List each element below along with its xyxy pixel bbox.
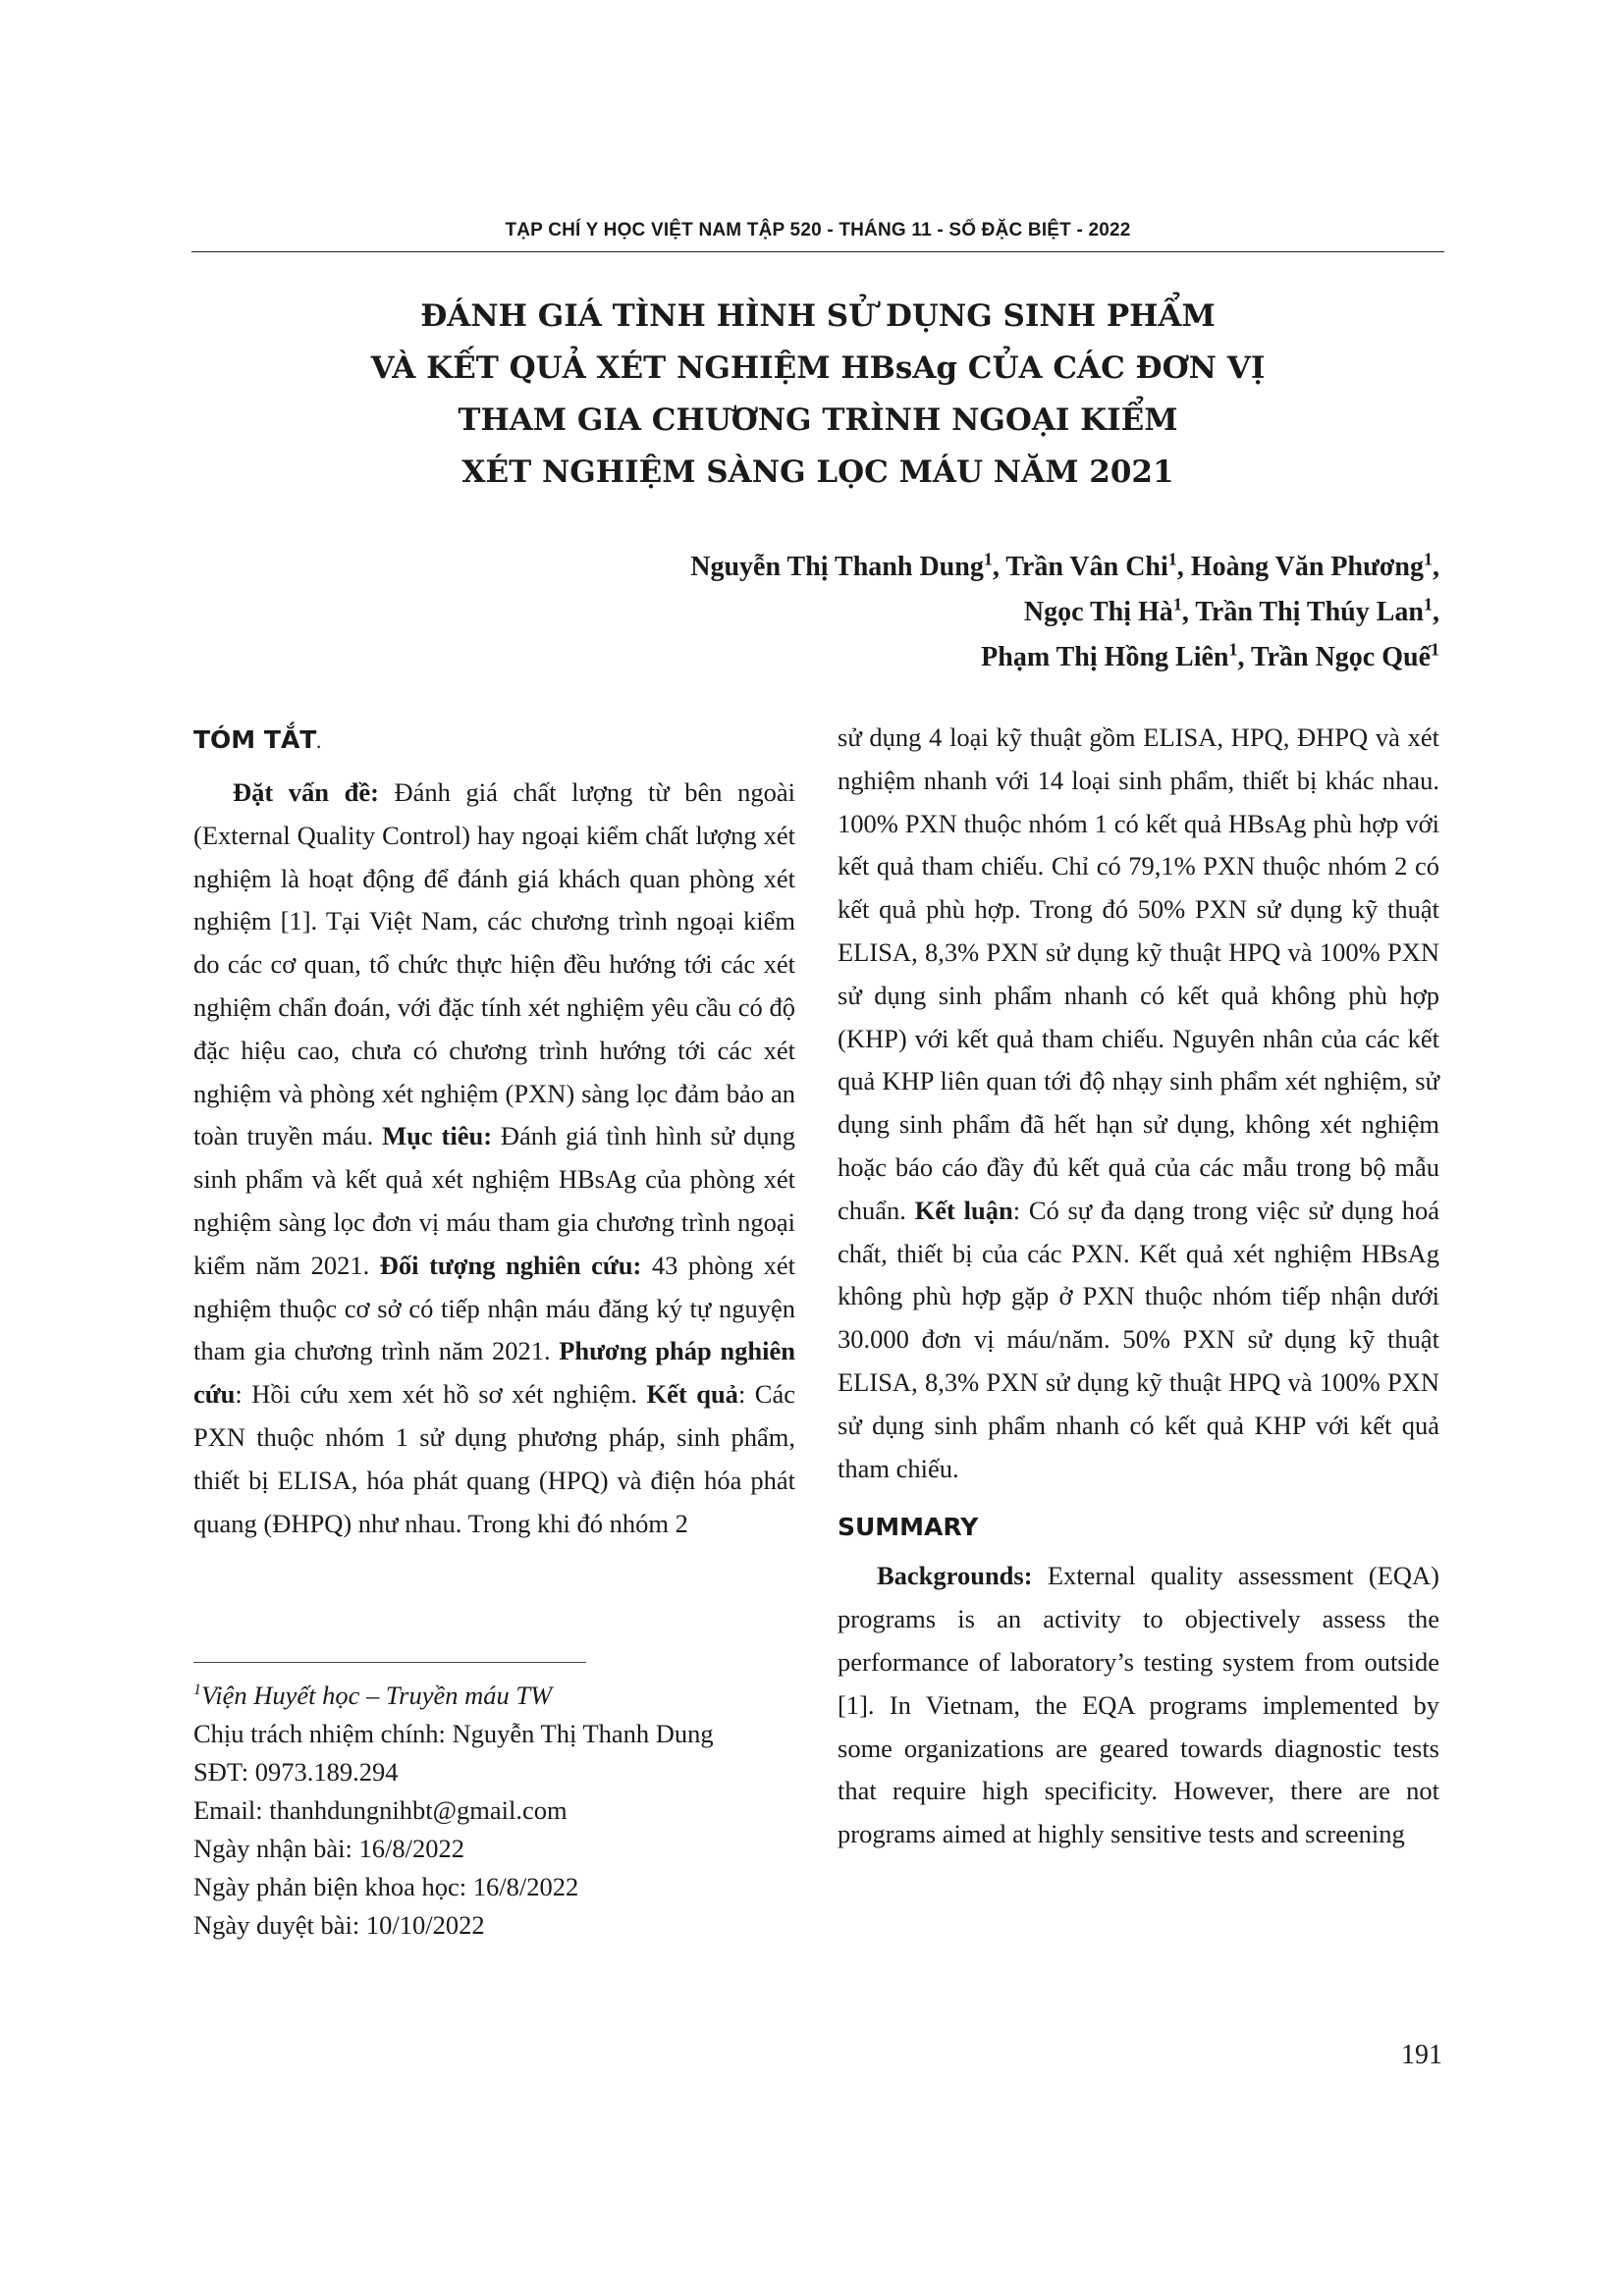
author-name: Trần Vân Chi (1005, 552, 1168, 582)
author-line-3: Phạm Thị Hồng Liên$^1$, Trần Ngọc Quế$^1$ (981, 639, 1439, 672)
phone-number: SĐT: 0973.189.294 (193, 1757, 399, 1787)
page-number: 191 (1401, 2040, 1442, 2070)
abstract-heading: TÓM TẮT. (193, 725, 321, 754)
summary-heading: SUMMARY (838, 1513, 979, 1542)
date-reviewed: Ngày phản biện khoa học: 16/8/2022 (193, 1872, 579, 1901)
author-name: Hoàng Văn Phương (1190, 552, 1424, 582)
abstract-paragraph-part1: Đặt vấn đề: Đánh giá chất lượng từ bên ngoài (External Quality Control) hay ngoại kiểm chất lượng xét nghiệm là hoạt động để đánh giá khách quan phòng xét nghiệm [1]. Tại Việt Nam, các chương trình ngoại kiểm do các cơ quan, tổ chức thực hiện đều hướng tới các xét nghiệm chẩn đoán, với đặc tính xét nghiệm yêu cầu có độ đặc hiệu cao, chưa có chương trình hướng tới các xét nghiệm và phòng xét nghiệm (PXN) sàng lọc đảm bảo an toàn truyền máu. Mục tiêu: Đánh giá tình hình sử dụng sinh phẩm và kết quả xét nghiệm HBsAg của phòng xét nghiệm sàng lọc đơn vị máu tham gia chương trình ngoại kiểm năm 2021. Đối tượng nghiên cứu: 43 phòng xét nghiệm thuộc cơ sở có tiếp nhận máu đăng ký tự nguyện tham gia chương trình năm 2021. Phương pháp nghiên cứu: Hồi cứu xem xét hồ sơ xét nghiệm. Kết quả: Các PXN thuộc nhóm 1 sử dụng phương pháp, sinh phẩm, thiết bị ELISA, hóa phát quang (HPQ) và điện hóa phát quang (ĐHPQ) như nhau. Trong khi đó nhóm 2 (193, 777, 795, 1538)
abstract-paragraph-part2: sử dụng 4 loại kỹ thuật gồm ELISA, HPQ, ĐHPQ và xét nghiệm nhanh với 14 loại sinh phẩm, thiết bị khác nhau. 100% PXN thuộc nhóm 1 có kết quả HBsAg phù hợp với kết quả tham chiếu. Chỉ có 79,1% PXN thuộc nhóm 2 có kết quả phù hợp. Trong đó 50% PXN sử dụng kỹ thuật ELISA, 8,3% PXN sử dụng kỹ thuật HPQ và 100% PXN sử dụng sinh phẩm nhanh có kết quả không phù hợp (KHP) với kết quả tham chiếu. Nguyên nhân của các kết quả KHP liên quan tới độ nhạy sinh phẩm xét nghiệm, sử dụng sinh phẩm đã hết hạn sử dụng, không xét nghiệm hoặc báo cáo đầy đủ kết quả của các mẫu trong bộ mẫu chuẩn. Kết luận: Có sự đa dạng trong việc sử dụng hoá chất, thiết bị của các PXN. Kết quả xét nghiệm HBsAg không phù hợp gặp ở PXN thuộc nhóm tiếp nhận dưới 30.000 đơn vị máu/năm. 50% PXN sử dụng kỹ thuật ELISA, 8,3% PXN sử dụng kỹ thuật HPQ và 100% PXN sử dụng sinh phẩm nhanh có kết quả KHP với kết quả tham chiếu. (838, 722, 1439, 1483)
footnote-divider (193, 1662, 586, 1663)
author-list (690, 545, 1439, 680)
summary-paragraph: Backgrounds: External quality assessment (EQA) programs is an activity to objectively assess the performance of laboratory’s testing system from outside [1]. In Vietnam, the EQA programs implemented by some organizations are geared towards diagnostic tests that require high specificity. However, there are not programs aimed at highly sensitive tests and screening (838, 1561, 1439, 1849)
date-received: Ngày nhận bài: 16/8/2022 (193, 1834, 464, 1863)
header-divider (191, 251, 1444, 252)
left-column (193, 717, 795, 1545)
affiliation-note: $^1$Viện Huyết học – Truyền máu TW (193, 1681, 553, 1710)
journal-header: TẠP CHÍ Y HỌC VIỆT NAM TẬP 520 - THÁNG 11 - SỐ ĐẶC BIỆT - 2022 (505, 220, 1131, 240)
author-line-1: Nguyễn Thị Thanh Dung$^1$, Trần Vân Chi$^1$, Hoàng Văn Phương$^1$, (690, 549, 1439, 582)
author-name: Trần Ngọc Quế (1250, 642, 1431, 672)
author-name: Phạm Thị Hồng Liên (981, 642, 1229, 672)
article-title (191, 291, 1444, 499)
right-column (838, 717, 1439, 1856)
date-accepted: Ngày duyệt bài: 10/10/2022 (193, 1910, 485, 1940)
title-line-4: XÉT NGHIỆM SÀNG LỌC MÁU NĂM 2021 (461, 454, 1174, 490)
author-name: Nguyễn Thị Thanh Dung (690, 552, 984, 582)
author-line-2: Ngọc Thị $Hà^1$, Trần Thị Thúy Lan$^1$, (1023, 594, 1439, 627)
author-name: Ngọc Thị Hà (1023, 597, 1173, 627)
title-line-1: ĐÁNH GIÁ TÌNH HÌNH SỬ DỤNG SINH PHẨM (420, 298, 1216, 334)
title-line-3: THAM GIA CHƯƠNG TRÌNH NGOẠI KIỂM (458, 402, 1178, 438)
author-name: Trần Thị Thúy Lan (1195, 597, 1424, 627)
title-line-2: VÀ KẾT QUẢ XÉT NGHIỆM HBsAg CỦA CÁC ĐƠN VỊ (370, 350, 1266, 386)
email-address: Email: thanhdungnihbt@gmail.com (193, 1795, 568, 1825)
footnotes (193, 1677, 795, 1945)
corresponding-author: Chịu trách nhiệm chính: Nguyễn Thị Thanh Dung (193, 1719, 714, 1748)
